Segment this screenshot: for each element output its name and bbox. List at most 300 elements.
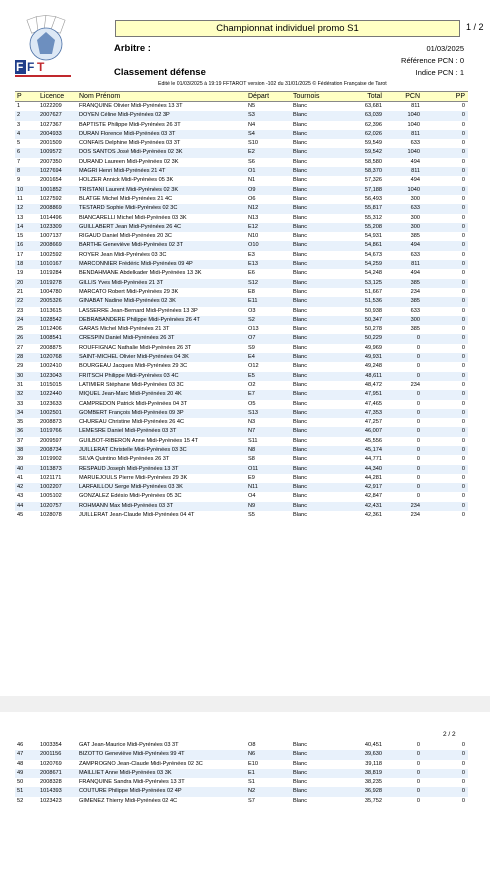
table-cell: Blanc [293, 103, 307, 109]
table-cell: 300 [410, 214, 420, 221]
table-cell: 494 [385, 241, 423, 250]
table-cell: 7 [17, 158, 21, 165]
table-cell: N1 [248, 177, 256, 184]
table-cell: 0 [385, 750, 423, 759]
ranking-body-page2 [15, 741, 468, 806]
table-cell: 0 [461, 779, 465, 786]
svg-text:T: T [37, 60, 45, 74]
table-cell: 385 [410, 326, 420, 333]
table-cell: 3 [17, 121, 21, 128]
table-cell: 25 [17, 326, 24, 333]
table-cell: GAT Jean-Maurice Midi-Pyrénées 03 3T [79, 742, 179, 748]
table-cell: 45 [17, 512, 24, 519]
table-cell: BIANCARELLI Michel Midi-Pyrénées 03 3K [79, 214, 187, 221]
table-cell: Blanc [291, 148, 341, 157]
table-cell: S9 [248, 344, 255, 351]
table-row [15, 511, 468, 520]
table-cell: 0 [416, 742, 420, 748]
table-row [15, 372, 468, 381]
table-cell: 0 [423, 372, 468, 381]
table-cell: SAINT-MICHEL Olivier Midi-Pyrénées 04 3K [77, 353, 246, 362]
table-cell: 13 [17, 214, 24, 221]
table-row [15, 204, 468, 213]
table-cell: 0 [461, 474, 465, 481]
table-cell: O3 [248, 307, 256, 314]
table-cell: 2 [15, 111, 38, 120]
table-cell: Blanc [291, 167, 341, 176]
table-cell: 234 [410, 512, 420, 519]
table-row [15, 269, 468, 278]
table-cell: O2 [248, 381, 256, 388]
table-cell: N2 [246, 787, 291, 796]
table-cell: Blanc [291, 204, 341, 213]
table-cell: 234 [410, 288, 420, 295]
table-cell: 2001156 [38, 750, 77, 759]
table-cell: 0 [461, 419, 465, 426]
table-cell: 633 [410, 251, 420, 258]
table-cell: O8 [248, 742, 256, 748]
table-cell: 0 [461, 121, 465, 128]
table-cell: MARCATO Robert Midi-Pyrénées 29 3K [79, 288, 179, 295]
table-cell: 0 [423, 148, 468, 157]
table-row [15, 214, 468, 223]
table-cell: 57,326 [364, 177, 382, 184]
table-cell: BOURGEAU Jacques Midi-Pyrénées 29 3C [79, 363, 188, 370]
table-cell: FRITSCH Philippe Midi-Pyrénées 03 4C [77, 372, 246, 381]
table-cell: 0 [461, 270, 465, 277]
table-cell: 56,493 [364, 195, 382, 202]
table-cell: 49,248 [364, 363, 382, 370]
table-row [15, 797, 468, 806]
table-cell: Blanc [293, 381, 307, 388]
table-cell: GUILLABERT Jean Midi-Pyrénées 26 4C [77, 223, 246, 232]
table-cell: Blanc [293, 363, 307, 370]
table-cell: 42,847 [364, 493, 382, 500]
table-cell: 4 [15, 130, 38, 139]
table-cell: 1028078 [40, 512, 62, 519]
table-row [15, 297, 468, 306]
table-cell: 55,208 [341, 223, 385, 232]
table-row [15, 139, 468, 148]
table-cell: 47,465 [364, 400, 382, 407]
table-cell: 0 [461, 195, 465, 202]
table-cell: 1019902 [40, 456, 62, 463]
table-cell: 0 [461, 177, 465, 184]
table-cell: 1002207 [38, 483, 77, 492]
table-cell: 0 [423, 279, 468, 288]
table-cell: 44 [15, 502, 38, 511]
column-header: PP [423, 92, 468, 102]
table-cell: 1023633 [40, 400, 62, 407]
table-cell: Blanc [291, 787, 341, 796]
table-cell: Blanc [293, 177, 307, 184]
table-cell: 2008669 [38, 241, 77, 250]
table-cell: 48 [17, 760, 24, 767]
table-cell: 27 [17, 344, 24, 351]
table-cell: N8 [246, 446, 291, 455]
table-cell: 0 [423, 483, 468, 492]
table-cell: 811 [385, 167, 423, 176]
table-cell: E7 [246, 390, 291, 399]
table-cell: Blanc [293, 437, 307, 444]
table-cell: Blanc [293, 344, 307, 351]
table-cell: 2007350 [40, 158, 62, 165]
table-cell: 50 [17, 779, 24, 786]
table-cell: 62,026 [341, 130, 385, 139]
table-cell: Blanc [291, 186, 341, 195]
table-cell: CHUREAU Christine Midi-Pyrénées 26 4C [79, 419, 185, 426]
table-cell: 1027592 [40, 195, 62, 202]
table-cell: MAILLIET Anne Midi-Pyrénées 03 3K [77, 769, 246, 778]
table-cell: 43 [17, 493, 24, 500]
table-cell: 48,611 [341, 372, 385, 381]
table-row [15, 465, 468, 474]
table-cell: ROHMANN Max Midi-Pyrénées 03 3T [77, 502, 246, 511]
table-cell: 633 [410, 140, 420, 147]
table-cell: 50,229 [341, 334, 385, 343]
table-cell: O13 [248, 326, 259, 333]
table-cell: LARFAILLOU Serge Midi-Pyrénées 03 3K [77, 483, 246, 492]
table-cell: 26 [15, 334, 38, 343]
table-cell: 0 [385, 334, 423, 343]
table-cell: 37 [17, 437, 24, 444]
table-cell: S6 [248, 158, 255, 165]
table-cell: 0 [461, 233, 465, 240]
table-cell: Blanc [293, 326, 307, 333]
table-cell: 0 [461, 400, 465, 407]
table-cell: 1020768 [38, 353, 77, 362]
table-cell: 54,931 [364, 233, 382, 240]
table-cell: E6 [248, 270, 255, 277]
table-cell: GINABAT Nadine Midi-Pyrénées 02 3K [77, 297, 246, 306]
table-cell: 1040 [385, 186, 423, 195]
table-cell: S2 [246, 316, 291, 325]
table-cell: 62,396 [364, 121, 382, 128]
table-cell: GARAS Michel Midi-Pyrénées 21 3T [79, 326, 170, 333]
table-cell: BLATGE Michel Midi-Pyrénées 21 4C [79, 195, 173, 202]
table-cell: 0 [416, 779, 420, 786]
table-cell: 1008541 [38, 334, 77, 343]
table-cell: 2008873 [40, 419, 62, 426]
table-cell: N3 [248, 419, 256, 426]
table-cell: Blanc [291, 353, 341, 362]
table-cell: Blanc [293, 419, 307, 426]
table-cell: N12 [246, 204, 291, 213]
table-cell: 0 [385, 390, 423, 399]
ranking-table-page2 [15, 741, 468, 806]
table-cell: O10 [246, 241, 291, 250]
table-cell: 22 [15, 297, 38, 306]
table-cell: E5 [246, 372, 291, 381]
table-cell: 6 [15, 148, 38, 157]
table-cell: 2005326 [38, 297, 77, 306]
table-cell: TRISTANI Laurent Midi-Pyrénées 02 3K [77, 186, 246, 195]
table-cell: Blanc [293, 270, 307, 277]
table-cell: Blanc [291, 111, 341, 120]
table-cell: S13 [246, 409, 291, 418]
table-cell: 0 [423, 502, 468, 511]
table-cell: 59,549 [364, 140, 382, 147]
table-cell: 1013615 [40, 307, 62, 314]
table-cell: 2001509 [40, 140, 62, 147]
table-cell: 58,370 [341, 167, 385, 176]
table-cell: 0 [416, 474, 420, 481]
edit-line: Edité le 01/03/2025 à 19:19 FFTAROT version -102 du 31/01/2025 © Fédération Française de Tarot [158, 81, 387, 87]
table-row [15, 362, 468, 371]
table-cell: SILVA Quintino Midi-Pyrénées 26 3T [79, 456, 170, 463]
table-cell: 42,361 [364, 512, 382, 519]
table-cell: 234 [385, 502, 423, 511]
table-cell: 633 [410, 307, 420, 314]
table-cell: 0 [423, 390, 468, 399]
table-cell: 18 [15, 260, 38, 269]
table-cell: 0 [385, 769, 423, 778]
svg-text:F: F [27, 60, 35, 74]
table-cell: 42,917 [341, 483, 385, 492]
table-cell: Blanc [293, 474, 307, 481]
table-cell: 54,259 [341, 260, 385, 269]
table-cell: Blanc [293, 233, 307, 240]
table-cell: Blanc [291, 446, 341, 455]
table-row [15, 316, 468, 325]
table-cell: 300 [385, 223, 423, 232]
table-cell: 53,125 [341, 279, 385, 288]
table-cell: Blanc [293, 779, 307, 786]
table-cell: Blanc [293, 288, 307, 295]
table-row [15, 158, 468, 167]
ranking-body-page1 [15, 102, 468, 521]
table-cell: 0 [385, 446, 423, 455]
table-cell: 0 [423, 167, 468, 176]
column-header: Tournois [291, 92, 341, 102]
report-date: 01/03/2025 [426, 44, 464, 53]
table-cell: O12 [248, 363, 259, 370]
table-cell: MARCONNIER Frédéric Midi-Pyrénées 09 4P [77, 260, 246, 269]
table-cell: N11 [246, 483, 291, 492]
fft-logo-icon [15, 14, 75, 80]
table-cell: 0 [423, 446, 468, 455]
page-number: 1 / 2 [466, 22, 484, 32]
table-cell: 16 [15, 241, 38, 250]
table-cell: RIGAUD Daniel Midi-Pyrénées 20 3C [79, 233, 172, 240]
table-cell: Blanc [291, 502, 341, 511]
table-cell: 54,673 [364, 251, 382, 258]
table-cell: 0 [461, 307, 465, 314]
table-row [15, 251, 468, 260]
table-cell: 1027694 [38, 167, 77, 176]
table-cell: 2004933 [38, 130, 77, 139]
table-cell: 44,340 [341, 465, 385, 474]
table-cell: ROYER Jean Midi-Pyrénées 03 3C [79, 251, 167, 258]
table-row [15, 474, 468, 483]
table-cell: Blanc [293, 456, 307, 463]
table-cell: 50,278 [364, 326, 382, 333]
table-cell: Blanc [291, 390, 341, 399]
table-cell: Blanc [291, 279, 341, 288]
table-cell: 11 [17, 195, 23, 202]
table-cell: 300 [385, 316, 423, 325]
table-cell: 32 [15, 390, 38, 399]
table-cell: 51,667 [364, 288, 382, 295]
table-cell: 0 [416, 344, 420, 351]
table-row [15, 260, 468, 269]
table-cell: 0 [423, 204, 468, 213]
table-cell: JUILLERAT Christelle Midi-Pyrénées 03 3C [77, 446, 246, 455]
table-cell: HOLZER Annick Midi-Pyrénées 05 3K [79, 177, 174, 184]
table-cell: E2 [246, 148, 291, 157]
table-cell: LATIMIER Stéphane Midi-Pyrénées 03 3C [79, 381, 184, 388]
table-cell: 51,536 [341, 297, 385, 306]
table-cell: DEBRABANDERE Philippe Midi-Pyrénées 26 4T [77, 316, 246, 325]
table-cell: 21 [17, 288, 24, 295]
table-cell: 0 [461, 797, 465, 804]
table-cell: 0 [461, 742, 465, 748]
table-cell: 0 [461, 103, 465, 109]
table-cell: 38,235 [364, 779, 382, 786]
table-cell: 19 [17, 270, 24, 277]
table-row [15, 130, 468, 139]
table-cell: 1040 [385, 148, 423, 157]
table-cell: 0 [423, 353, 468, 362]
table-cell: Blanc [291, 483, 341, 492]
column-header: Licence [38, 92, 77, 102]
table-cell: 0 [461, 158, 465, 165]
table-cell: DOS SANTOS José Midi-Pyrénées 02 3K [77, 148, 246, 157]
table-cell: N4 [248, 121, 256, 128]
table-row [15, 427, 468, 436]
table-cell: 33 [17, 400, 24, 407]
table-cell: 39 [17, 456, 24, 463]
table-cell: 0 [461, 344, 465, 351]
table-cell: 2009597 [40, 437, 62, 444]
table-row [15, 483, 468, 492]
table-cell: 45,556 [364, 437, 382, 444]
table-cell: 46 [17, 742, 24, 748]
table-cell: 2008869 [38, 204, 77, 213]
table-cell: 45,174 [341, 446, 385, 455]
table-cell: 1021171 [40, 474, 62, 481]
table-cell: 47 [15, 750, 38, 759]
table-cell: S10 [248, 140, 258, 147]
table-cell: 0 [416, 797, 420, 804]
table-cell: 0 [461, 512, 465, 519]
table-cell: 0 [385, 427, 423, 436]
table-row [15, 288, 468, 297]
table-cell: 12 [15, 204, 38, 213]
table-cell: N13 [248, 214, 259, 221]
table-cell: 42,431 [341, 502, 385, 511]
table-cell: BARTHE Geneviève Midi-Pyrénées 02 3T [77, 241, 246, 250]
table-cell: Blanc [293, 214, 307, 221]
table-cell: 1015015 [40, 381, 62, 388]
table-row [15, 325, 468, 334]
table-cell: 234 [410, 381, 420, 388]
table-cell: 29 [17, 363, 24, 370]
table-row [15, 241, 468, 250]
table-cell: 31 [17, 381, 24, 388]
table-cell: 1 [17, 103, 21, 109]
table-cell: 0 [423, 787, 468, 796]
table-cell: 1004780 [40, 288, 62, 295]
table-cell: E4 [246, 353, 291, 362]
table-row [15, 492, 468, 501]
table-cell: O11 [246, 465, 291, 474]
table-cell: 0 [416, 437, 420, 444]
table-cell: 811 [411, 103, 420, 109]
table-cell: 36 [15, 427, 38, 436]
table-cell: 47,353 [341, 409, 385, 418]
table-cell: 0 [385, 353, 423, 362]
table-row [15, 307, 468, 316]
table-cell: MAGRI Henri Midi-Pyrénées 21 4T [77, 167, 246, 176]
table-cell: 24 [15, 316, 38, 325]
table-cell: FRANQUINE Olivier Midi-Pyrénées 13 3T [79, 103, 183, 109]
table-cell: 1028542 [38, 316, 77, 325]
table-cell: 40,451 [364, 742, 382, 748]
table-cell: 1005102 [40, 493, 62, 500]
table-cell: 47,257 [364, 419, 382, 426]
table-cell: 47,951 [341, 390, 385, 399]
table-cell: DOYEN Céline Midi-Pyrénées 02 3P [77, 111, 246, 120]
table-cell: O7 [246, 334, 291, 343]
table-row [15, 344, 468, 353]
table-cell: Blanc [293, 195, 307, 202]
table-cell: Blanc [293, 512, 307, 519]
table-cell: 1012406 [40, 326, 62, 333]
table-cell: 0 [423, 750, 468, 759]
table-cell: 23 [17, 307, 24, 314]
table-cell: 0 [461, 493, 465, 500]
table-cell: TESTARD Sophie Midi-Pyrénées 02 3C [77, 204, 246, 213]
arbitre-label: Arbitre : [114, 43, 151, 54]
table-header-row [15, 92, 468, 102]
table-cell: CONFAIS Delphine Midi-Pyrénées 03 3T [79, 140, 181, 147]
table-cell: 0 [423, 316, 468, 325]
table-cell: 0 [416, 400, 420, 407]
table-row [15, 741, 468, 750]
column-header: Nom Prénom [77, 92, 246, 102]
table-cell: S3 [246, 111, 291, 120]
table-cell: CRESPIN Daniel Midi-Pyrénées 26 3T [77, 334, 246, 343]
table-cell: 55,312 [364, 214, 382, 221]
table-cell: Blanc [291, 260, 341, 269]
table-cell: 0 [423, 130, 468, 139]
table-cell: 34 [15, 409, 38, 418]
table-cell: 10 [15, 186, 38, 195]
table-row [15, 750, 468, 759]
table-cell: 1009572 [38, 148, 77, 157]
table-cell: 1019766 [38, 427, 77, 436]
table-cell: 0 [423, 769, 468, 778]
table-cell: 0 [416, 456, 420, 463]
table-cell: 57,188 [341, 186, 385, 195]
table-cell: 1027367 [40, 121, 62, 128]
table-cell: 1023423 [40, 797, 62, 804]
table-cell: N5 [248, 103, 256, 109]
table-cell: BENDAHMANE Abdelkader Midi-Pyrénées 13 3K [79, 270, 202, 277]
table-cell: 0 [461, 363, 465, 370]
table-cell: 44,281 [364, 474, 382, 481]
table-cell: COUTURE Philippe Midi-Pyrénées 02 4P [77, 787, 246, 796]
table-cell: 2008671 [38, 769, 77, 778]
table-cell: 58,580 [364, 158, 382, 165]
table-cell: 0 [461, 456, 465, 463]
table-cell: 0 [385, 409, 423, 418]
table-cell: 39,118 [365, 760, 382, 767]
table-row [15, 446, 468, 455]
table-cell: Blanc [291, 750, 341, 759]
column-header: Départ [246, 92, 291, 102]
